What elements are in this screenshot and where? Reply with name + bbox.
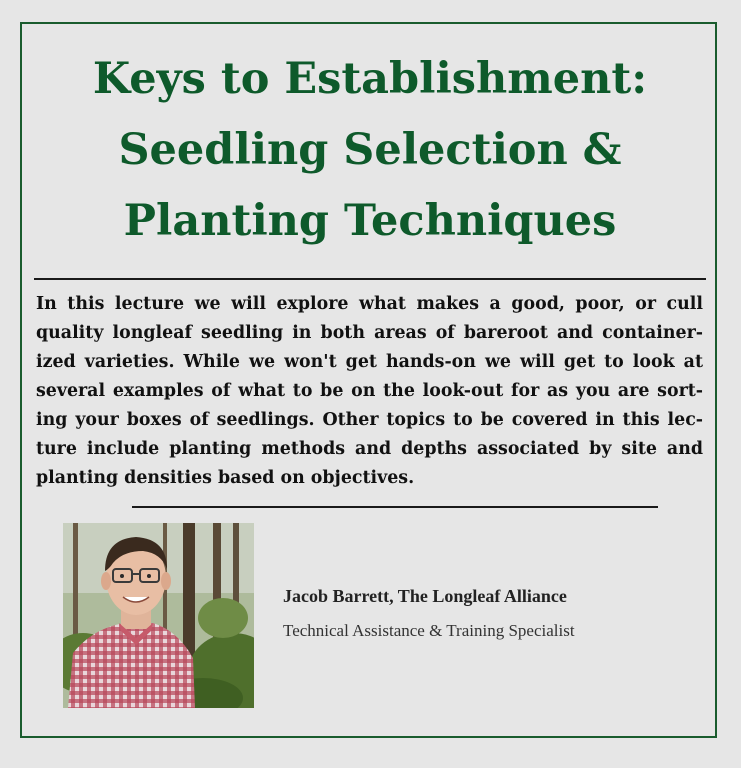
lecture-description: In this lecture we will explore what makes a good, poor, or cull quality longleaf seedling in both areas of bareroot and container-ized varieties. While we won't get hands-on we will get to look at several examples of what to be on the look-out for as you are sort-ing your boxes of seedlings. Other topics to be covered in this lec-ture include planting methods and depths associated by site and planting densities based on objectives. bbox=[36, 294, 703, 488]
speaker-role: Technical Assistance & Training Specialist bbox=[283, 621, 575, 640]
bottom-divider bbox=[132, 506, 658, 508]
speaker-photo-illustration bbox=[63, 523, 254, 708]
speaker-photo bbox=[63, 523, 254, 708]
lecture-title bbox=[20, 44, 720, 257]
title-line-3: Planting Techniques bbox=[123, 196, 617, 246]
title-line-1: Keys to Establishment: bbox=[92, 54, 648, 104]
top-divider bbox=[34, 278, 706, 280]
title-line-2: Seedling Selection & bbox=[118, 125, 622, 175]
speaker-name: Jacob Barrett, The Longleaf Alliance bbox=[283, 586, 567, 606]
